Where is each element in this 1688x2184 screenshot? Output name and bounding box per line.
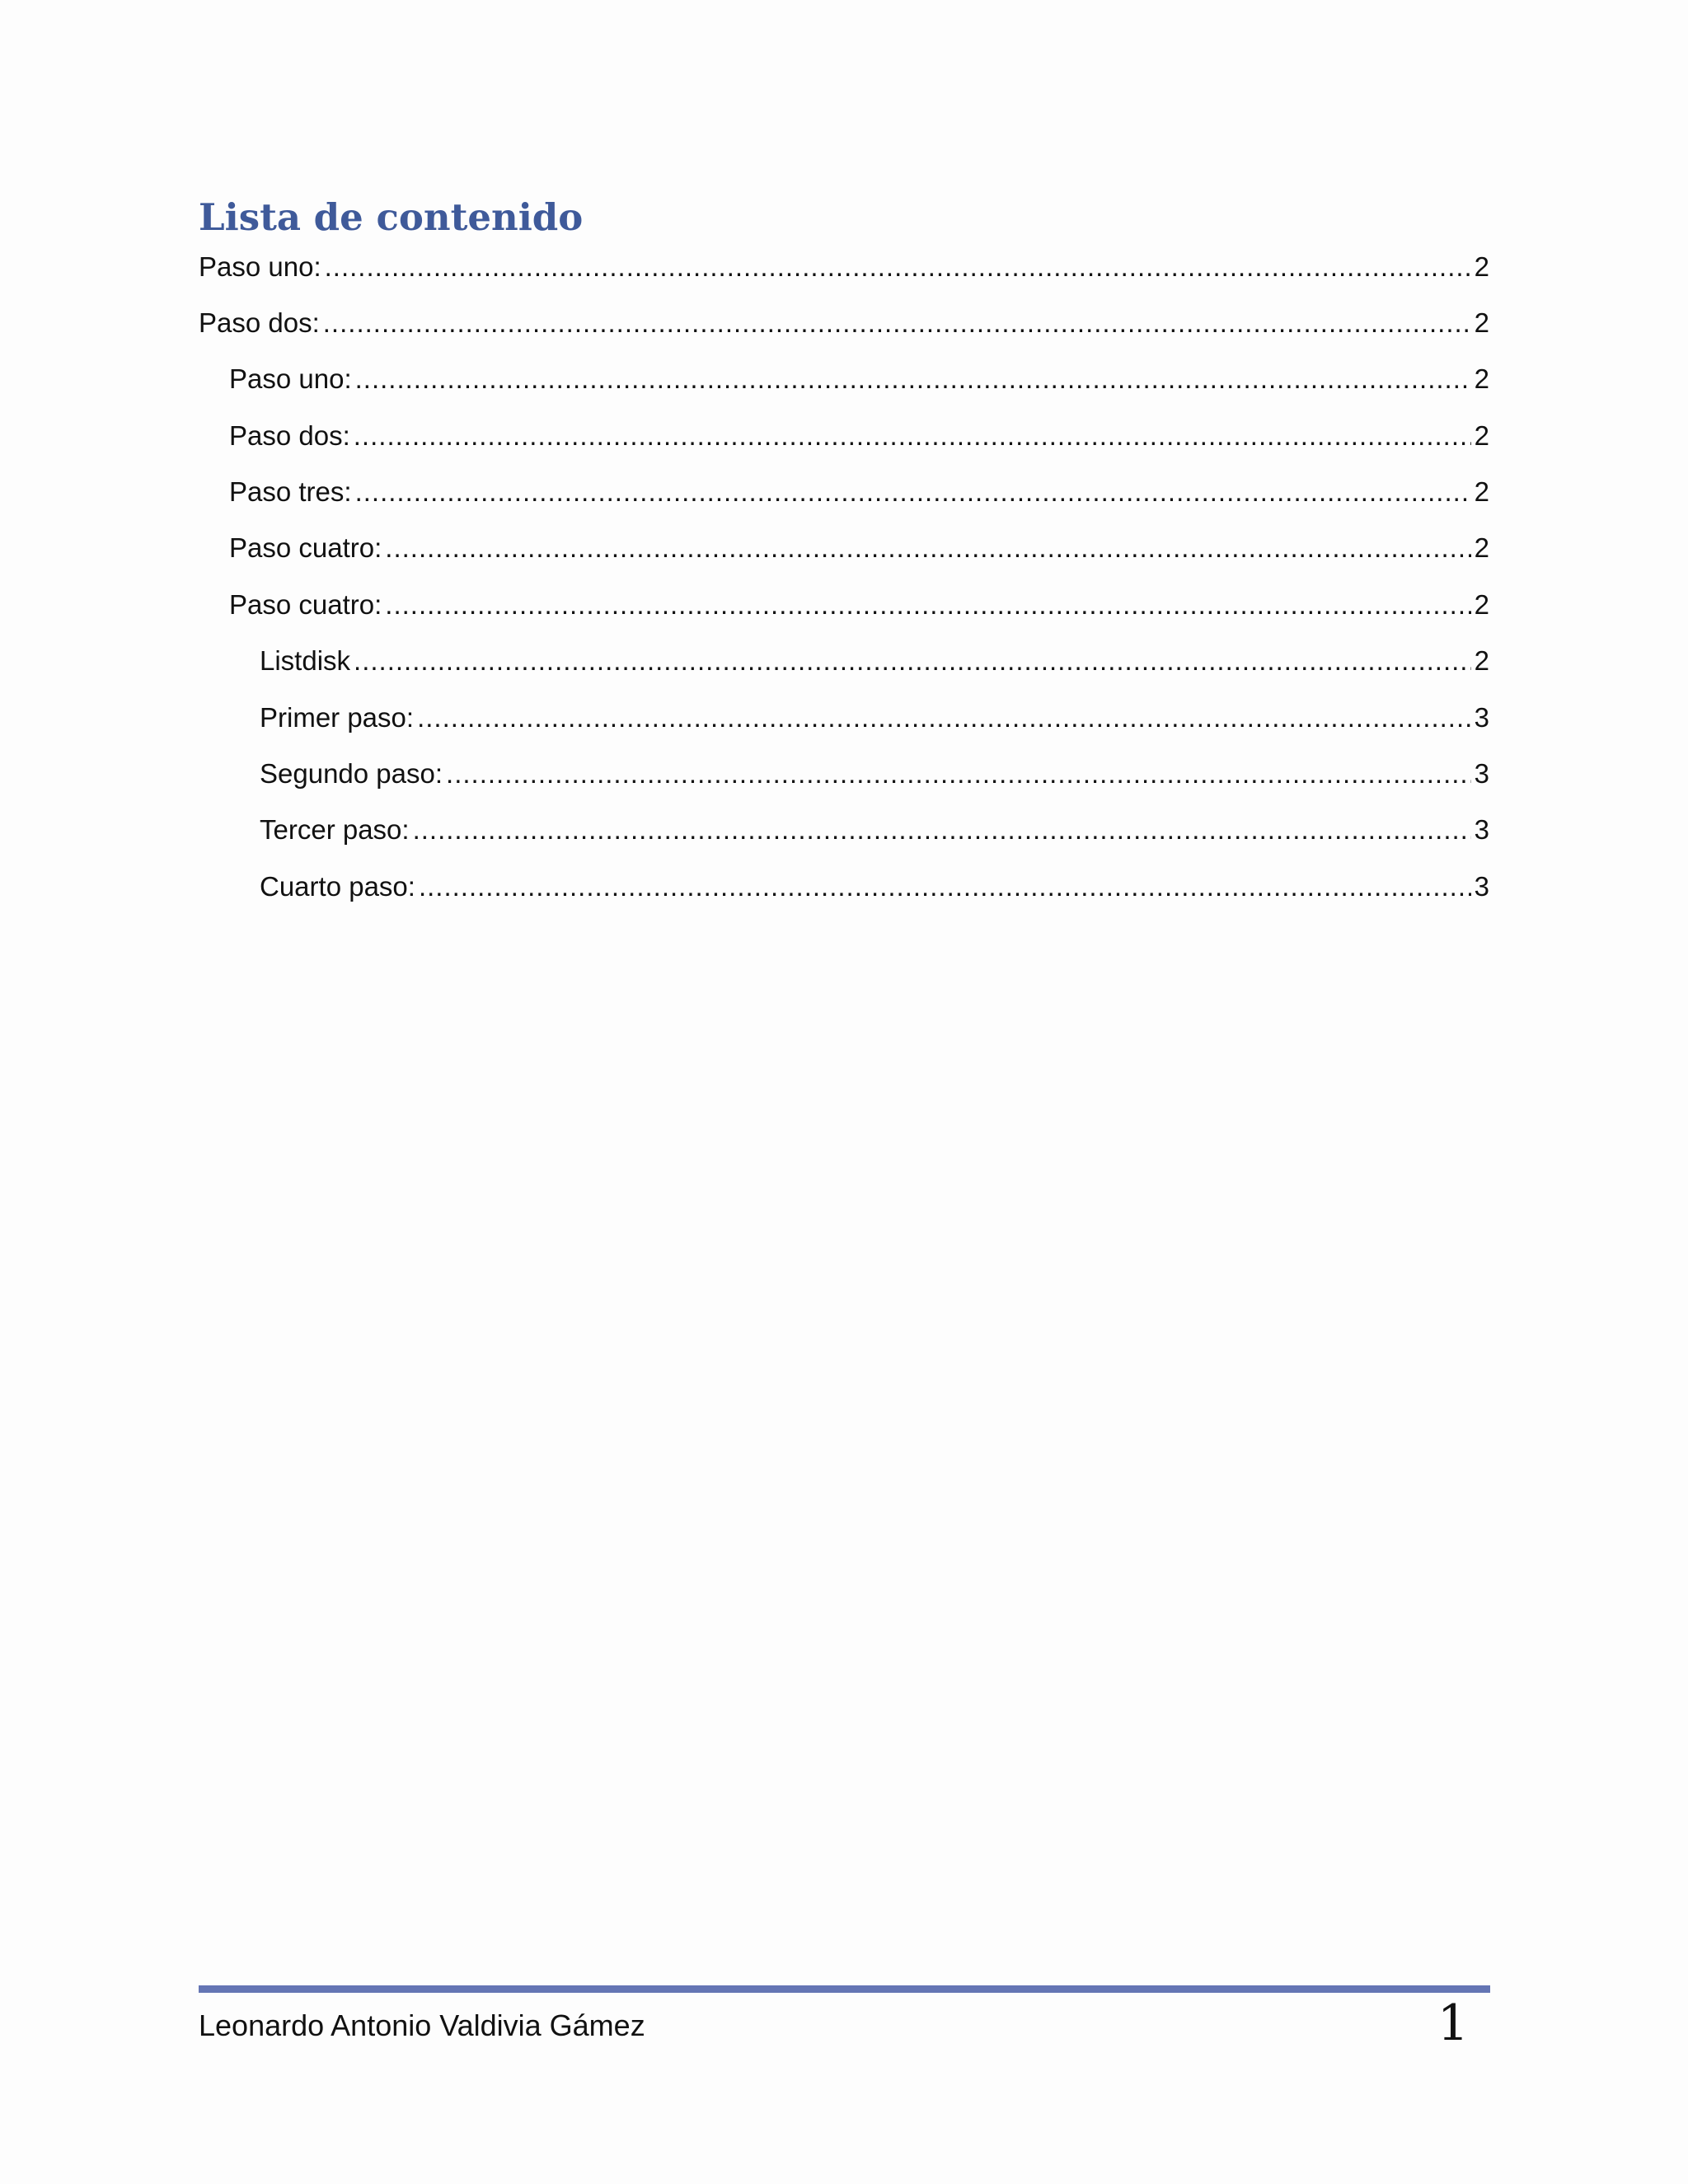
toc-leader-dots xyxy=(354,645,1471,677)
toc-entry[interactable] xyxy=(260,871,1489,907)
toc-entry-label: Paso uno: xyxy=(199,251,321,282)
toc-entry[interactable] xyxy=(260,758,1489,794)
toc-leader-dots xyxy=(325,251,1471,283)
toc-leader-dots xyxy=(354,420,1471,452)
toc-entry-label: Paso dos: xyxy=(229,420,350,451)
toc-entry[interactable] xyxy=(229,589,1489,626)
toc-entry[interactable] xyxy=(199,307,1489,344)
toc-leader-dots xyxy=(355,363,1471,395)
toc-entry-page: 3 xyxy=(1474,814,1489,845)
toc-entry[interactable] xyxy=(229,476,1489,513)
toc-entry[interactable] xyxy=(260,702,1489,738)
toc-leader-dots xyxy=(446,758,1471,790)
toc-entry-label: Paso cuatro: xyxy=(229,532,382,563)
toc-entry[interactable] xyxy=(199,251,1489,288)
toc-entry-page: 2 xyxy=(1474,532,1489,563)
toc-title: Lista de contenido xyxy=(199,195,584,239)
toc-entry-label: Cuarto paso: xyxy=(260,871,415,902)
toc-entry-label: Segundo paso: xyxy=(260,758,443,789)
toc-entry-label: Paso dos: xyxy=(199,307,320,338)
footer-author: Leonardo Antonio Valdivia Gámez xyxy=(199,2008,645,2042)
toc-entry-label: Paso cuatro: xyxy=(229,589,382,620)
toc-entry[interactable] xyxy=(229,420,1489,457)
toc-leader-dots xyxy=(385,532,1470,564)
toc-entry[interactable] xyxy=(260,645,1489,682)
toc-entry-page: 3 xyxy=(1474,758,1489,789)
toc-entry-page: 2 xyxy=(1474,251,1489,282)
toc-entry[interactable] xyxy=(229,532,1489,569)
toc-entry-label: Paso uno: xyxy=(229,363,352,394)
toc-leader-dots xyxy=(417,702,1471,733)
toc-entry-label: Listdisk xyxy=(260,645,351,676)
toc-entry-label: Primer paso: xyxy=(260,702,415,733)
toc-leader-dots xyxy=(419,871,1471,902)
toc-entry-page: 2 xyxy=(1474,363,1489,394)
toc-leader-dots xyxy=(385,589,1470,621)
toc-entry[interactable] xyxy=(260,814,1489,851)
toc-entry[interactable] xyxy=(229,363,1489,400)
footer-page-number: 1 xyxy=(1437,1994,1469,2052)
toc-leader-dots xyxy=(355,476,1471,508)
toc-entry-page: 3 xyxy=(1474,871,1489,902)
toc-entry-page: 2 xyxy=(1474,307,1489,338)
toc-leader-dots xyxy=(413,814,1471,846)
toc-entry-page: 2 xyxy=(1474,476,1489,507)
toc-entry-page: 2 xyxy=(1474,420,1489,451)
toc-entry-page: 2 xyxy=(1474,589,1489,620)
toc-entry-page: 2 xyxy=(1474,645,1489,676)
toc-entry-page: 3 xyxy=(1474,702,1489,733)
toc-entry-label: Paso tres: xyxy=(229,476,352,507)
toc-entry-label: Tercer paso: xyxy=(260,814,410,845)
footer-divider xyxy=(199,1985,1490,1993)
toc-leader-dots xyxy=(323,307,1471,339)
